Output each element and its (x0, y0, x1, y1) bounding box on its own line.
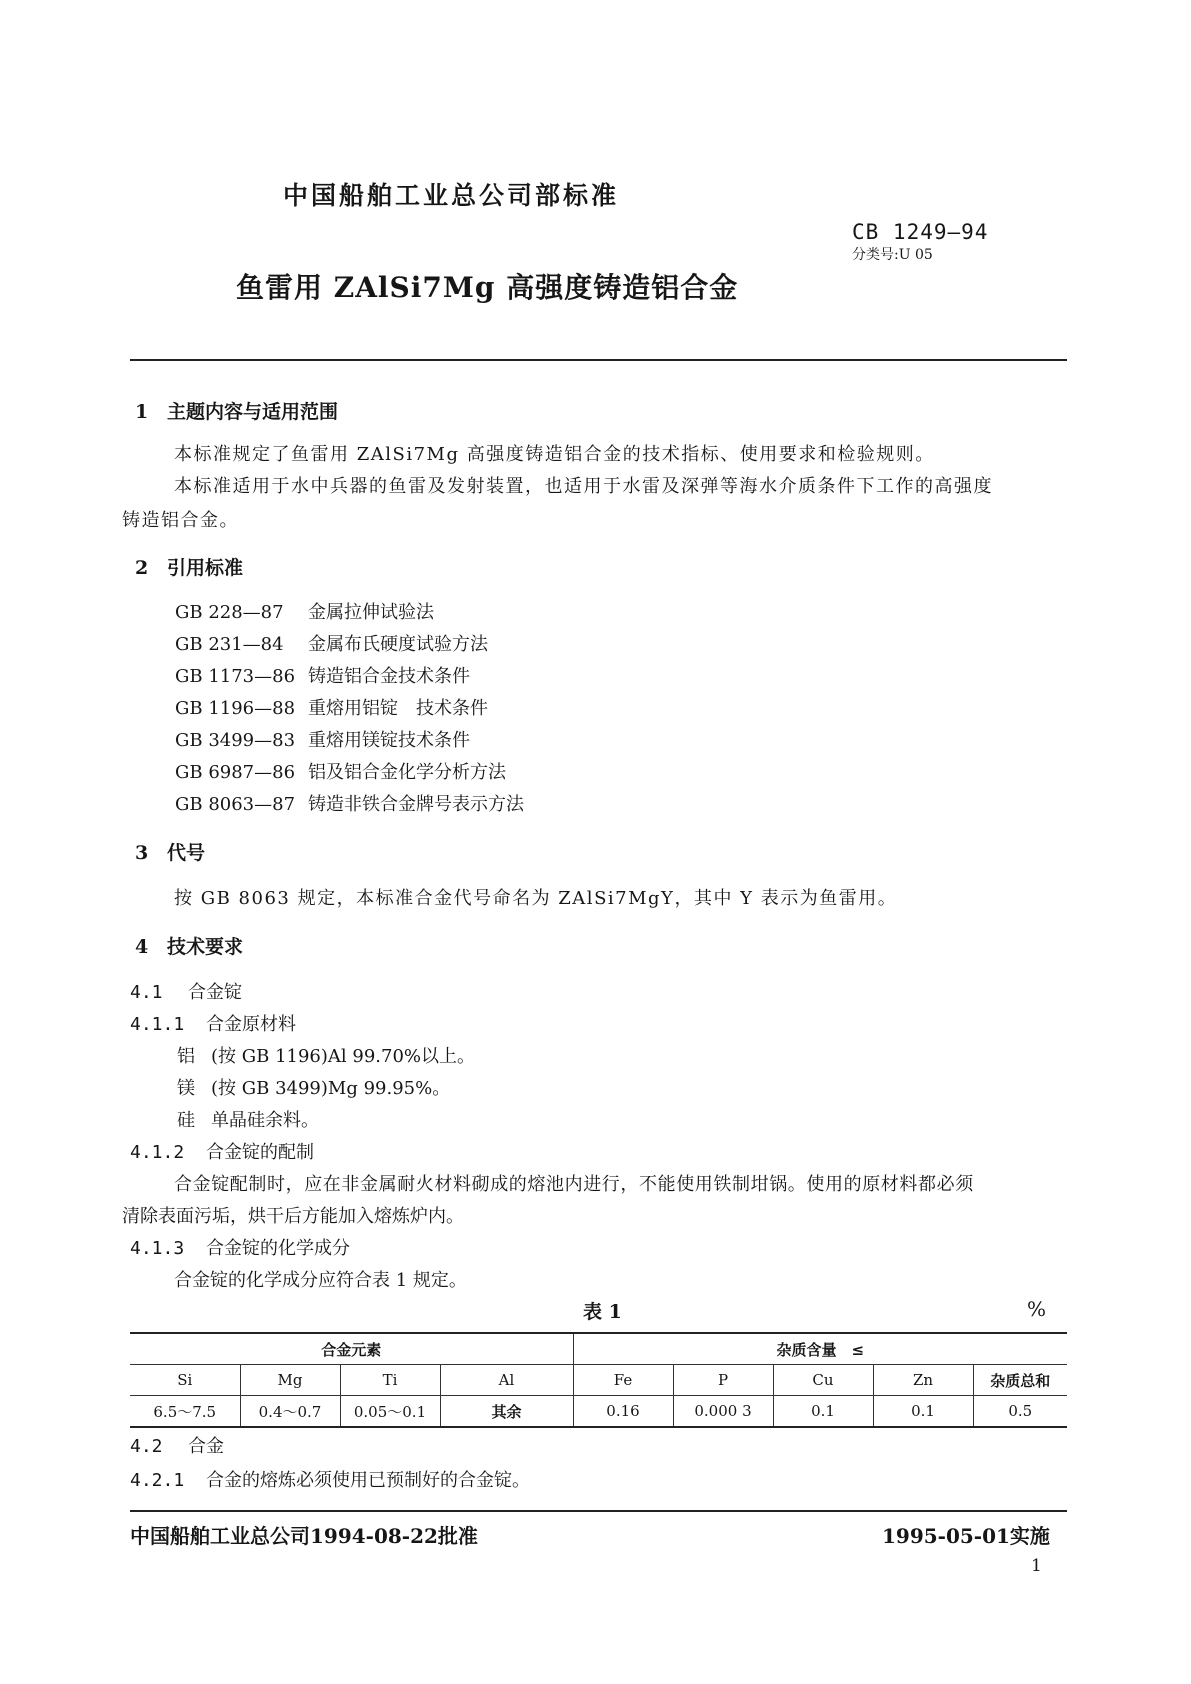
section-4-1-1-heading: 4.1.1 合金原材料 (130, 1014, 296, 1035)
table-cell: 0.5 (973, 1396, 1067, 1428)
column-header: Fe (573, 1365, 673, 1396)
table-unit: % (1027, 1297, 1047, 1321)
section-4-1-2-line-1: 合金锭配制时，应在非金属耐火材料砌成的熔池内进行，不能使用铁制坩锅。使用的原材料都必须 (174, 1174, 974, 1195)
table-cell: 0.4～0.7 (240, 1396, 340, 1428)
reference-item: GB 8063—87 铸造非铁合金牌号表示方法 (175, 794, 524, 815)
page-number: 1 (1031, 1556, 1042, 1576)
column-header: Ti (340, 1365, 440, 1396)
section-1-heading: 1 主题内容与适用范围 (135, 401, 339, 423)
section-1-para-2-line-1: 本标准适用于水中兵器的鱼雷及发射装置，也适用于水雷及深弹等海水介质条件下工作的高强度 (174, 476, 993, 497)
reference-item: GB 1173—86 铸造铝合金技术条件 (175, 666, 470, 687)
section-4-1-heading: 4.1 合金锭 (130, 982, 242, 1003)
footer-rule (130, 1510, 1067, 1512)
table-cell: 0.16 (573, 1396, 673, 1428)
section-4-2-heading: 4.2 合金 (130, 1436, 224, 1457)
column-header: Al (440, 1365, 573, 1396)
table-cell: 0.1 (773, 1396, 873, 1428)
table-cell: 0.000 3 (673, 1396, 773, 1428)
section-4-1-3-para: 合金锭的化学成分应符合表 1 规定。 (174, 1270, 467, 1291)
section-3-heading: 3 代号 (135, 842, 206, 864)
reference-item: GB 1196—88 重熔用铝锭 技术条件 (175, 698, 488, 719)
column-header: P (673, 1365, 773, 1396)
material-item: 铝 (按 GB 1196)Al 99.70%以上。 (177, 1046, 476, 1067)
approval-line: 中国船舶工业总公司1994-08-22批准 (130, 1524, 478, 1548)
table-caption: 表 1 (583, 1301, 622, 1323)
header-rule (130, 359, 1067, 361)
section-4-1-3-heading: 4.1.3 合金锭的化学成分 (130, 1238, 350, 1259)
column-header: Cu (773, 1365, 873, 1396)
section-4-1-2-line-2: 清除表面污垢，烘干后方能加入熔炼炉内。 (122, 1206, 464, 1227)
impurity-content-header: 杂质含量 ≤ (573, 1333, 1067, 1365)
table-column-header-row (130, 1365, 1067, 1396)
section-1-para-1: 本标准规定了鱼雷用 ZAlSi7Mg 高强度铸造铝合金的技术指标、使用要求和检验规则。 (174, 444, 935, 465)
column-header: Mg (240, 1365, 340, 1396)
section-4-2-1: 4.2.1 合金的熔炼必须使用已预制好的合金锭。 (130, 1470, 530, 1491)
document-title: 鱼雷用 ZAlSi7Mg 高强度铸造铝合金 (236, 271, 739, 304)
alloy-elements-header: 合金元素 (130, 1333, 573, 1365)
reference-item: GB 231—84 金属布氏硬度试验方法 (175, 634, 488, 655)
section-2-heading: 2 引用标准 (135, 557, 244, 579)
chemical-composition-table (130, 1332, 1067, 1428)
section-1-para-2-line-2: 铸造铝合金。 (122, 510, 239, 531)
reference-item: GB 3499—83 重熔用镁锭技术条件 (175, 730, 470, 751)
classification-number: 分类号:U 05 (852, 247, 933, 263)
section-3-para: 按 GB 8063 规定，本标准合金代号命名为 ZAlSi7MgY，其中 Y 表示为鱼雷用。 (174, 888, 898, 909)
table-cell: 0.05～0.1 (340, 1396, 440, 1428)
column-header: 杂质总和 (973, 1365, 1067, 1396)
column-header: Si (130, 1365, 240, 1396)
table-row (130, 1396, 1067, 1428)
material-item: 镁 (按 GB 3499)Mg 99.95%。 (177, 1078, 451, 1099)
table-cell: 0.1 (873, 1396, 973, 1428)
reference-item: GB 6987—86 铝及铝合金化学分析方法 (175, 762, 506, 783)
column-header: Zn (873, 1365, 973, 1396)
table-cell: 6.5～7.5 (130, 1396, 240, 1428)
organization-title: 中国船舶工业总公司部标准 (283, 181, 620, 210)
section-4-heading: 4 技术要求 (135, 936, 244, 958)
table-group-header-row (130, 1333, 1067, 1365)
table-cell: 其余 (440, 1396, 573, 1428)
section-4-1-2-heading: 4.1.2 合金锭的配制 (130, 1142, 314, 1163)
implementation-line: 1995-05-01实施 (882, 1524, 1050, 1548)
material-item: 硅 单晶硅余料。 (177, 1110, 319, 1131)
reference-item: GB 228—87 金属拉伸试验法 (175, 602, 434, 623)
standard-number: CB 1249—94 (852, 220, 989, 244)
